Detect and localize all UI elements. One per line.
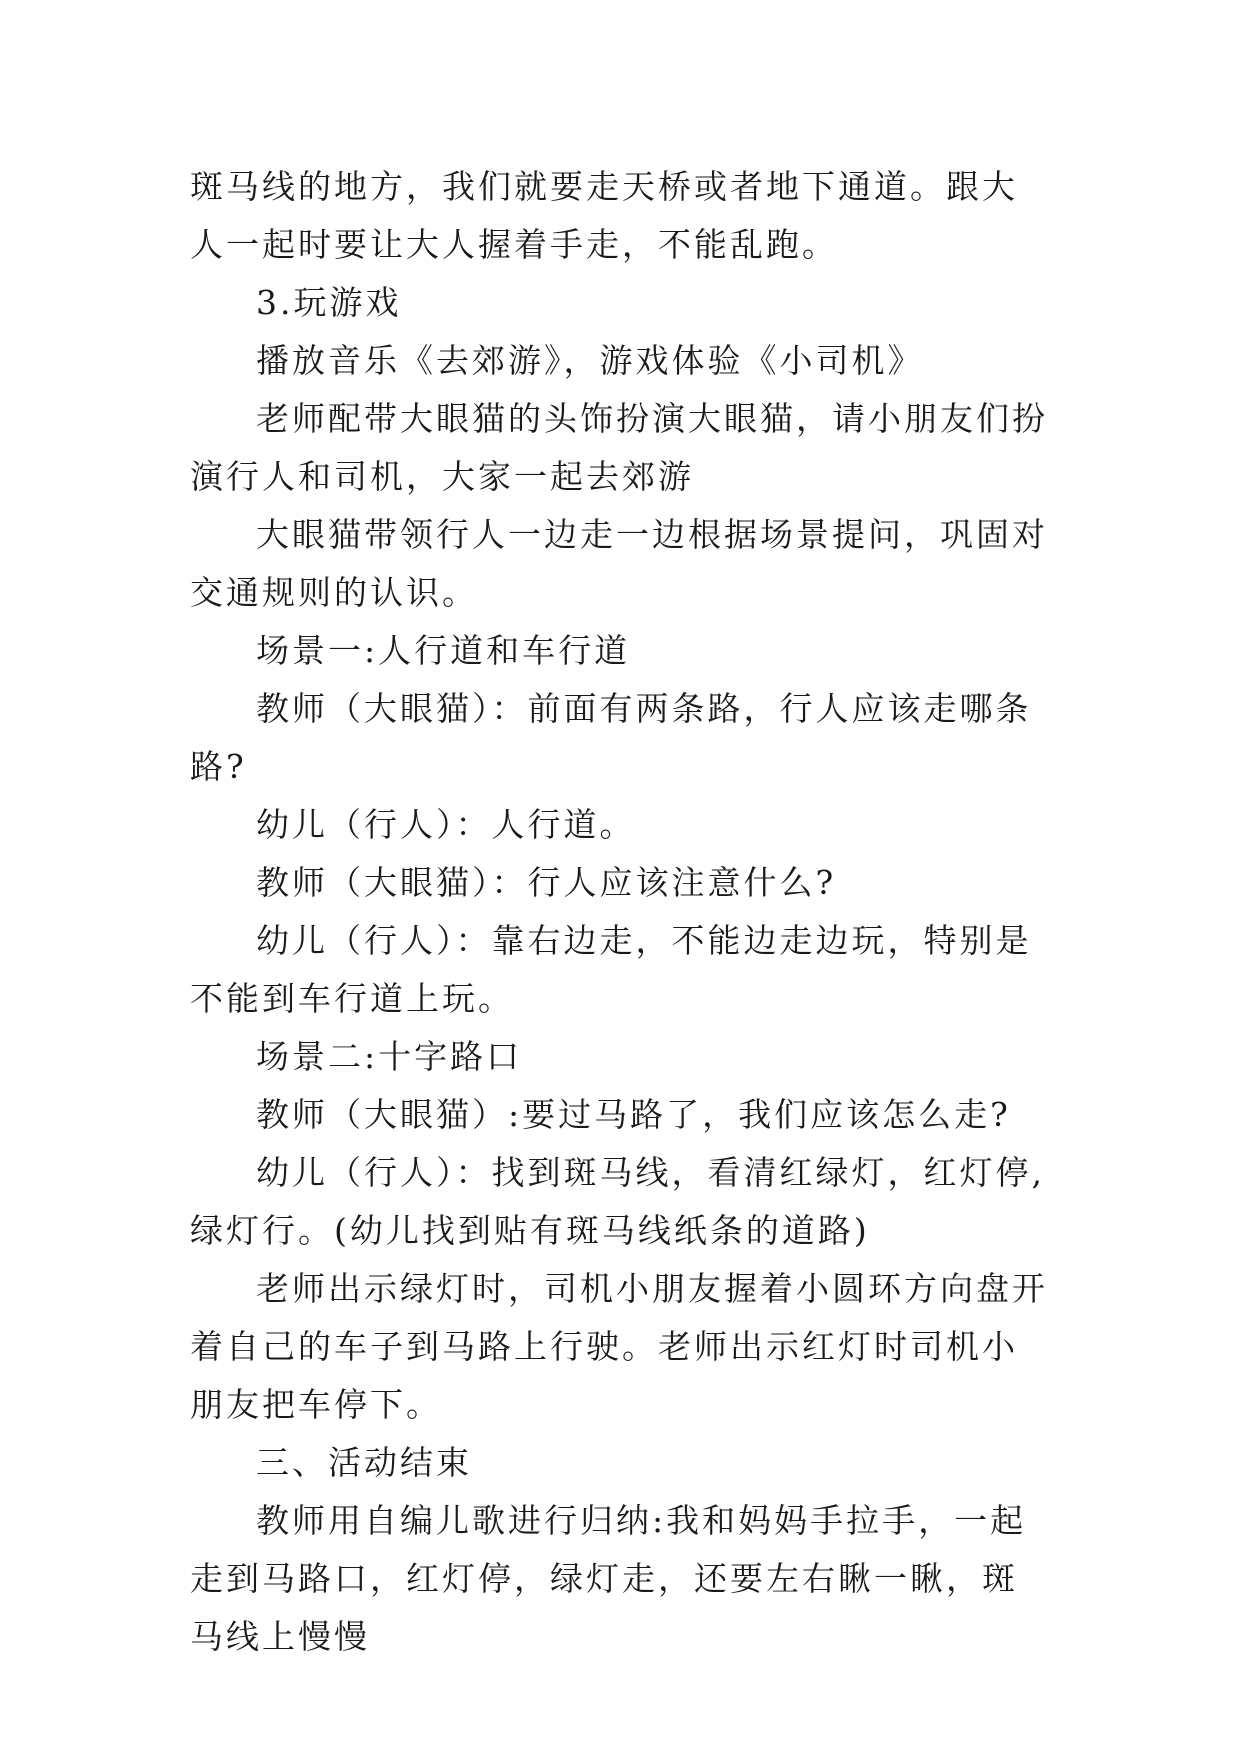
document-body <box>190 158 1050 1666</box>
heading-play-game: 3.玩游戏 <box>256 283 402 322</box>
dialogue-line: 教师（大眼猫）：前面有两条路，行人应该走哪条路? <box>190 689 1032 786</box>
paragraph-16: 教师用自编儿歌进行归纳:我和妈妈手拉手，一起走到马路口，红灯停，绿灯走，还要左右瞅一瞅，斑马线上慢慢 <box>190 1501 1027 1656</box>
scene-two-heading: 场景二:十字路口 <box>256 1037 523 1076</box>
dialogue-line: 幼儿（行人）：靠右边走，不能边走边玩，特别是不能到车行道上玩。 <box>190 921 1032 1018</box>
dialogue-line: 教师（大眼猫）:要过马路了，我们应该怎么走? <box>256 1095 1011 1134</box>
paragraph-14: 老师出示绿灯时，司机小朋友握着小圆环方向盘开着自己的车子到马路上行驶。老师出示红灯时司机小朋友把车停下。 <box>190 1269 1048 1424</box>
paragraph-5: 大眼猫带领行人一边走一边根据场景提问，巩固对交通规则的认识。 <box>190 515 1048 612</box>
paragraph-1: 斑马线的地方，我们就要走天桥或者地下通道。跟大人一起时要让大人握着手走，不能乱跑。 <box>190 167 1018 264</box>
dialogue-line: 幼儿（行人）：人行道。 <box>256 805 636 844</box>
paragraph-4: 老师配带大眼猫的头饰扮演大眼猫，请小朋友们扮演行人和司机，大家一起去郊游 <box>190 399 1048 496</box>
section-heading-activity-end: 三、活动结束 <box>256 1443 472 1482</box>
dialogue-line: 教师（大眼猫）：行人应该注意什么? <box>256 863 837 902</box>
dialogue-line: 幼儿（行人）：找到斑马线，看清红绿灯，红灯停,绿灯行。(幼儿找到贴有斑马线纸条的道路) <box>190 1153 1045 1250</box>
scene-one-heading: 场景一:人行道和车行道 <box>256 631 631 670</box>
paragraph-3: 播放音乐《去郊游》，游戏体验《小司机》 <box>256 341 924 380</box>
